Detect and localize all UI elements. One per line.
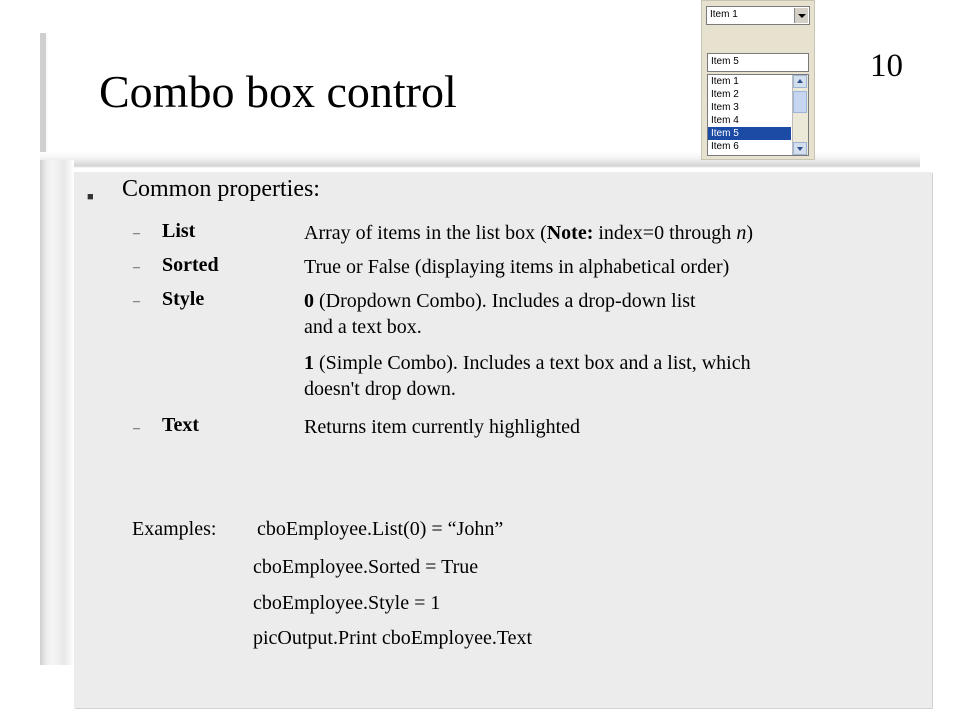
desc-text: Array of items in the list box ( xyxy=(304,222,547,244)
property-name-sorted: Sorted xyxy=(162,254,219,276)
property-desc-sorted: True or False (displaying items in alphabetical order) xyxy=(304,256,730,278)
example-line: cboEmployee.Sorted = True xyxy=(253,556,479,578)
examples-label: Examples: xyxy=(132,518,217,540)
list-scrollbar[interactable] xyxy=(792,75,808,155)
content-frame-left xyxy=(40,160,74,665)
style-option-number: 1 xyxy=(304,352,314,374)
slide-number: 10 xyxy=(870,48,903,84)
property-desc-list xyxy=(304,220,753,246)
list-item[interactable]: Item 4 xyxy=(711,115,739,126)
simple-combo-list[interactable] xyxy=(707,74,809,156)
title-bevel-edge xyxy=(40,33,46,153)
property-name-list: List xyxy=(162,220,196,242)
list-item[interactable]: Item 3 xyxy=(711,102,739,113)
simple-combo-textbox[interactable]: Item 5 xyxy=(707,53,809,72)
property-desc-style-0 xyxy=(304,288,696,340)
property-desc-style-1 xyxy=(304,350,751,402)
desc-variable: n xyxy=(736,222,747,244)
dash-bullet-icon: – xyxy=(133,421,140,436)
list-item[interactable]: Item 2 xyxy=(711,89,739,100)
scroll-thumb[interactable] xyxy=(793,91,807,113)
list-item[interactable]: Item 1 xyxy=(711,76,739,87)
list-item[interactable]: Item 6 xyxy=(711,141,739,152)
square-bullet-icon: ■ xyxy=(87,191,94,203)
scroll-down-icon[interactable] xyxy=(793,142,807,155)
dropdown-combo[interactable] xyxy=(706,6,810,25)
example-line: cboEmployee.List(0) = “John” xyxy=(257,518,504,540)
dash-bullet-icon: – xyxy=(133,294,140,309)
dash-bullet-icon: – xyxy=(133,226,140,241)
style-option-number: 0 xyxy=(304,290,314,312)
desc-text: doesn't drop down. xyxy=(304,378,456,400)
property-name-style: Style xyxy=(162,288,205,310)
dash-bullet-icon: – xyxy=(133,260,140,275)
desc-text: and a text box. xyxy=(304,316,422,338)
property-desc-text: Returns item currently highlighted xyxy=(304,416,581,438)
note-label: Note: xyxy=(546,222,594,244)
desc-text: index=0 through xyxy=(593,222,737,244)
example-line: cboEmployee.Style = 1 xyxy=(253,592,441,614)
example-line: picOutput.Print cboEmployee.Text xyxy=(253,627,533,649)
list-item-selected[interactable]: Item 5 xyxy=(708,127,791,140)
desc-text: (Simple Combo). Includes a text box and a list, which xyxy=(314,352,751,374)
property-name-text: Text xyxy=(162,414,200,436)
desc-text: (Dropdown Combo). Includes a drop-down list xyxy=(314,290,696,312)
section-heading: Common properties: xyxy=(122,176,320,202)
dropdown-combo-value: Item 1 xyxy=(710,9,738,20)
desc-text: ) xyxy=(746,222,753,244)
dropdown-arrow-icon[interactable] xyxy=(794,8,808,23)
page-title: Combo box control xyxy=(99,66,457,117)
scroll-up-icon[interactable] xyxy=(793,75,807,88)
